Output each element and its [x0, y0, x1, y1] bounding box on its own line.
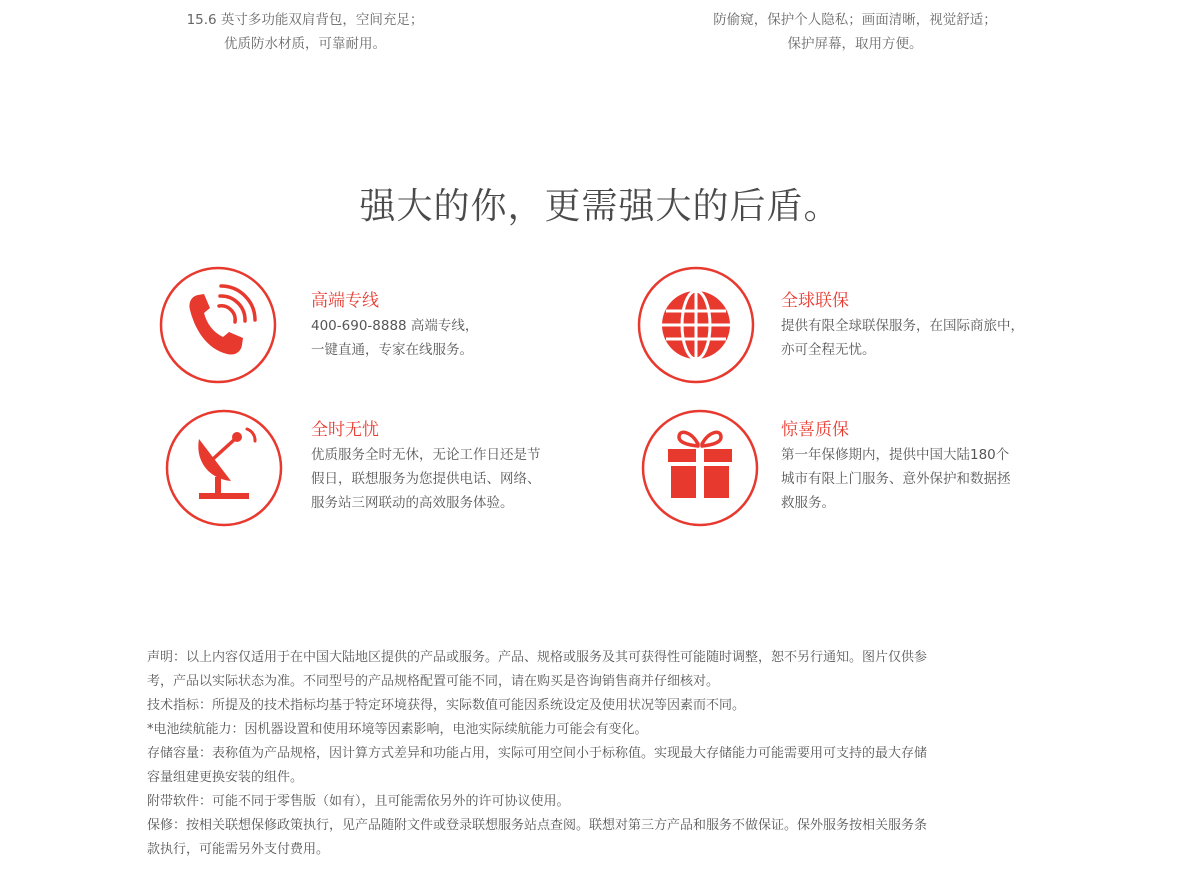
service-desc-line: 第一年保修期内，提供中国大陆180个 [781, 447, 1010, 463]
service-desc-line: 服务站三网联动的高效服务体验。 [311, 495, 514, 511]
service-title: 高端专线 [311, 291, 379, 311]
disclaimer-line: 存储容量：表称值为产品规格，因计算方式差异和功能占用，实际可用空间小于标称值。实现最大存储能力可能需要用可支持的最大存储 [147, 746, 928, 761]
service-desc-line: 一键直通，专家在线服务。 [311, 342, 473, 358]
service-desc [311, 443, 581, 515]
product-desc-line: 保护屏幕，取用方便。 [787, 36, 923, 52]
product-caption-backpack [150, 8, 460, 56]
globe-icon [637, 266, 755, 384]
disclaimer-line: *电池续航能力：因机器设置和使用环境等因素影响，电池实际续航能力可能会有变化。 [147, 722, 648, 737]
service-desc-line: 优质服务全时无休，无论工作日还是节 [311, 447, 541, 463]
disclaimer-line: 款执行，可能需另外支付费用。 [147, 842, 330, 857]
gift-icon [641, 409, 759, 527]
service-desc [781, 314, 1051, 362]
service-desc-line: 救服务。 [781, 495, 835, 511]
product-desc-line: 优质防水材质，可靠耐用。 [224, 36, 386, 52]
disclaimer-line: 声明：以上内容仅适用于在中国大陆地区提供的产品或服务。产品、规格或服务及其可获得性可能随时调整，恕不另行通知。图片仅供参 [147, 650, 928, 665]
product-desc-line: 防偷窥，保护个人隐私；画面清晰，视觉舒适； [713, 12, 997, 28]
phone-icon [159, 266, 277, 384]
service-desc [311, 314, 571, 362]
product-caption-privacy-filter [700, 8, 1010, 56]
service-desc-line: 城市有限上门服务、意外保护和数据拯 [781, 471, 1011, 487]
service-desc-line: 假日，联想服务为您提供电话、网络、 [311, 471, 541, 487]
disclaimer-line: 保修：按相关联想保修政策执行，见产品随附文件或登录联想服务站点查阅。联想对第三方产品和服务不做保证。保外服务按相关服务条 [147, 818, 928, 833]
service-title: 惊喜质保 [781, 420, 849, 440]
service-desc-line: 提供有限全球联保服务，在国际商旅中， [781, 318, 1024, 334]
service-title: 全时无忧 [311, 420, 379, 440]
section-title: 强大的你，更需强大的后盾。 [359, 186, 841, 227]
service-title: 全球联保 [781, 291, 849, 311]
disclaimer-line: 容量组建更换安装的组件。 [147, 770, 304, 785]
disclaimer [147, 646, 1027, 862]
product-desc-line: 15.6 英寸多功能双肩背包，空间充足； [186, 12, 424, 28]
disclaimer-line: 技术指标：所提及的技术指标均基于特定环境获得，实际数值可能因系统设定及使用状况等因素而不同。 [147, 698, 746, 713]
disclaimer-line: 考，产品以实际状态为准。不同型号的产品规格配置可能不同，请在购买是咨询销售商并仔细核对。 [147, 674, 720, 689]
satellite-dish-icon [165, 409, 283, 527]
disclaimer-line: 附带软件：可能不同于零售版（如有），且可能需依另外的许可协议使用。 [147, 794, 570, 809]
service-desc [781, 443, 1051, 515]
service-desc-line: 400-690-8888 高端专线， [311, 318, 479, 334]
service-desc-line: 亦可全程无忧。 [781, 342, 876, 358]
